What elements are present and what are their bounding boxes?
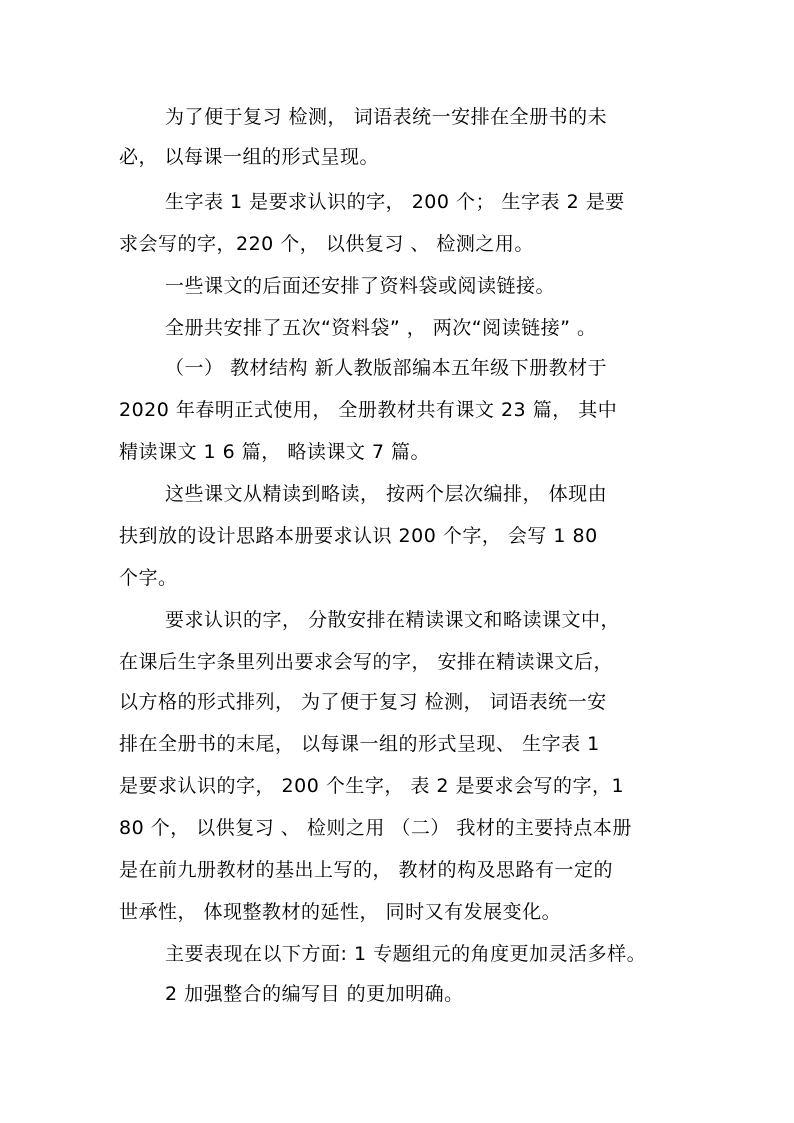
text-line: 要求认识的字， 分散安排在精读课文和略读课文中， xyxy=(165,609,621,631)
text-line: 以方格的形式排列， 为了便于复习 检测， 词语表统一安 xyxy=(119,691,607,713)
text-line: 主要表现在以下方面: 1 专题组元的角度更加灵活多样。 xyxy=(165,943,647,965)
text-line: 为了便于复习 检测， 词语表统一安排在全册书的未 xyxy=(165,106,608,128)
text-line: 精读课文 1 6 篇， 略读课文 7 篇。 xyxy=(119,441,431,463)
text-line: 全册共安排了五次“资料袋” ， 两次“阅读链接” 。 xyxy=(165,317,597,339)
text-line: （一） 教材结构 新人教版部编本五年级下册教材于 xyxy=(165,357,608,379)
text-line: 这些课文从精读到略读， 按两个层次编排， 体现由 xyxy=(165,483,608,505)
text-line: 在课后生字条里列出要求会写的字， 安排在精读课文后， xyxy=(119,651,614,673)
text-line: 排在全册书的末尾， 以每课一组的形式呈现、 生字表 1 xyxy=(119,733,600,755)
text-line: 是要求认识的字， 200 个生字， 表 2 是要求会写的字，1 xyxy=(119,775,625,797)
text-line: 扶到放的设计思路本册要求认识 200 个字， 会写 1 80 xyxy=(119,525,598,547)
text-line: 必， 以每课一组的形式呈现。 xyxy=(119,146,380,168)
text-line: 个字。 xyxy=(119,567,178,589)
text-line: 求会写的字，220 个， 以供复习 、 检测之用。 xyxy=(119,233,534,255)
text-line: 世承性， 体现整教材的延性， 同时又有发展变化。 xyxy=(119,901,562,923)
text-line: 80 个， 以供复习 、 检则之用 （二） 我材的主要持点本册 xyxy=(119,817,632,839)
text-line: 生字表 1 是要求认识的字， 200 个； 生字表 2 是要 xyxy=(165,191,625,213)
text-line: 是在前九册教材的基出上写的， 教材的构及思路有一定的 xyxy=(119,859,614,881)
text-line: 2020 年春明正式使用， 全册教材共有课文 23 篇， 其中 xyxy=(119,399,618,421)
text-line: 一些课文的后面还安排了资料袋或阅读链接。 xyxy=(165,275,556,297)
text-line: 2 加强整合的编写目 的更加明确。 xyxy=(165,983,464,1005)
